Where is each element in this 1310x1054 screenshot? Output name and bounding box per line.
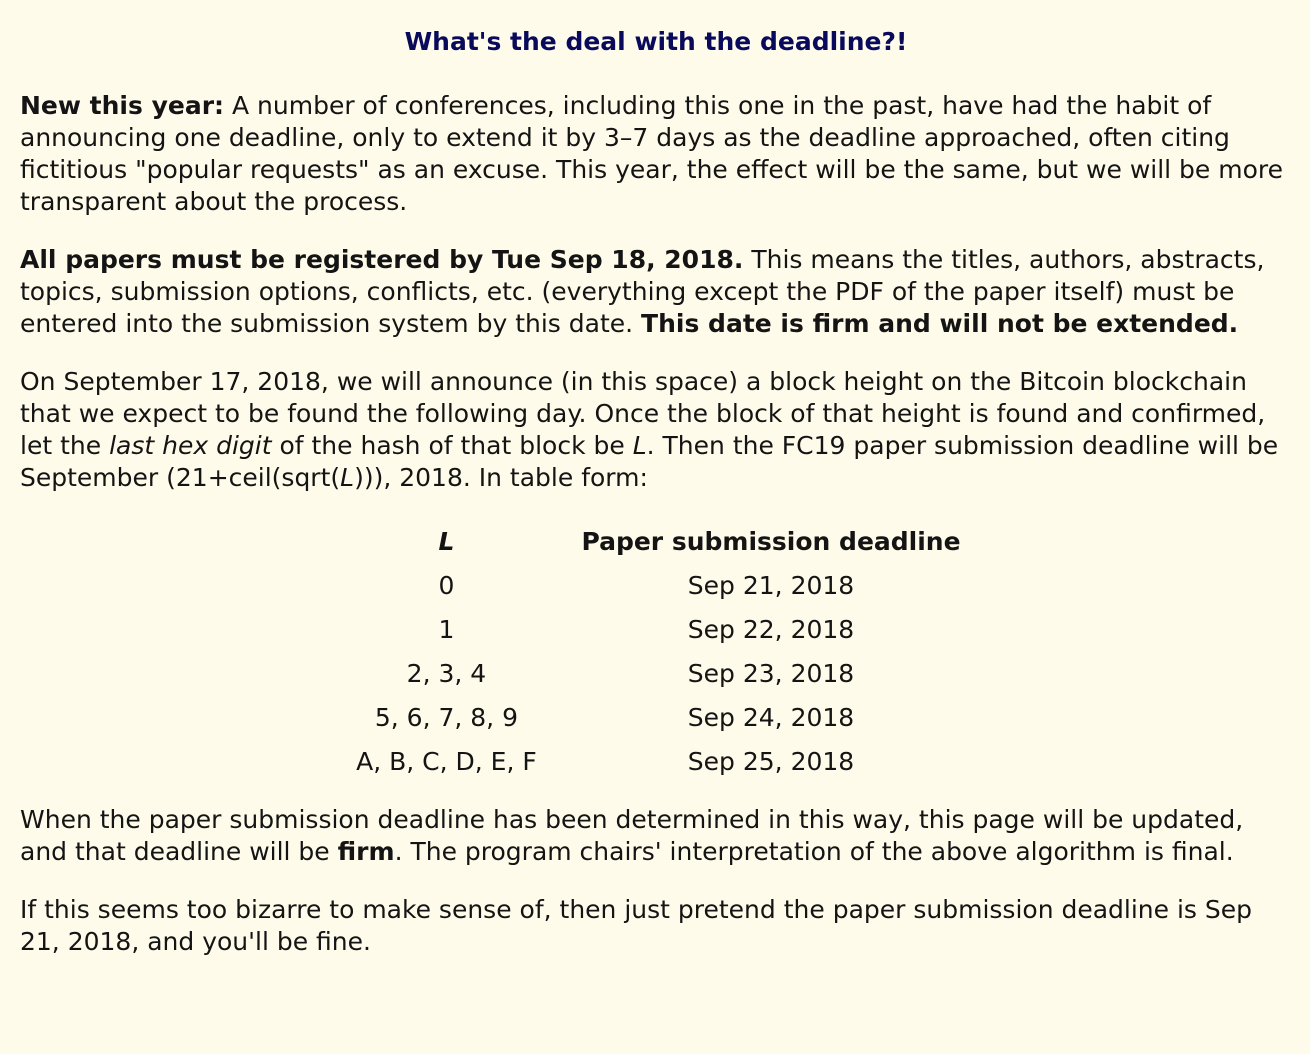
determination-text-2: . The program chairs' interpretation of the above algorithm is final.: [394, 837, 1234, 866]
column-header-deadline: Paper submission deadline: [581, 527, 961, 556]
determination-text-1: When the paper submission deadline has been determined in this way, this page will be updated, and that deadline will be: [20, 805, 1244, 866]
table-row: [331, 652, 980, 696]
bitcoin-text-3: . Then the FC19 paper submission deadline will be September (21+ceil(sqrt(: [20, 431, 1279, 492]
last-hex-digit-term: last hex digit: [109, 431, 272, 460]
l-values-cell: 0: [438, 571, 455, 600]
l-values-cell: 2, 3, 4: [406, 659, 487, 688]
registration-deadline: All papers must be registered by Tue Sep 18, 2018.: [20, 245, 744, 274]
determination-paragraph: [20, 804, 1292, 868]
deadline-cell: Sep 25, 2018: [687, 747, 855, 776]
bitcoin-text-4: ))), 2018. In table form:: [354, 463, 648, 492]
intro-text: A number of conferences, including this one in the past, have had the habit of announcing one deadline, only to extend it by 3–7 days as the deadline approached, often citing fictitious "popular requests" as an excuse. This year, the effect will be the same, but we will be more transparent about the process.: [20, 91, 1284, 216]
firm-date-notice: This date is firm and will not be extended.: [641, 309, 1239, 338]
table-row: [331, 564, 980, 608]
registration-text: This means the titles, authors, abstracts, topics, submission options, conflicts, etc. (everything except the PDF of the paper itself) must be entered into the submission system by this date.: [20, 245, 1265, 338]
deadline-cell: Sep 23, 2018: [687, 659, 855, 688]
l-values-cell: A, B, C, D, E, F: [356, 747, 537, 776]
intro-paragraph: [20, 90, 1292, 218]
column-header-l: L: [438, 527, 455, 556]
variable-l: L: [632, 431, 647, 460]
registration-paragraph: [20, 244, 1292, 340]
bitcoin-text-2: of the hash of that block be: [271, 431, 633, 460]
deadline-cell: Sep 22, 2018: [687, 615, 855, 644]
deadline-table: [331, 520, 980, 784]
table-row: [331, 608, 980, 652]
firm-emphasis: firm: [337, 837, 395, 866]
deadline-cell: Sep 24, 2018: [687, 703, 855, 732]
table-row: [331, 740, 980, 784]
table-header-row: [331, 520, 980, 564]
variable-l-formula: L: [340, 463, 355, 492]
new-this-year-label: New this year:: [20, 91, 225, 120]
l-values-cell: 5, 6, 7, 8, 9: [374, 703, 518, 732]
page-title: What's the deal with the deadline?!: [404, 27, 908, 56]
l-values-cell: 1: [438, 615, 455, 644]
deadline-cell: Sep 21, 2018: [687, 571, 855, 600]
bitcoin-text-1: On September 17, 2018, we will announce (in this space) a block height on the Bitcoin blockchain that we expect to be found the following day. Once the block of that height is found and confirmed, let the: [20, 367, 1266, 460]
closing-paragraph: If this seems too bizarre to make sense of, then just pretend the paper submission deadline is Sep 21, 2018, and you'll be fine.: [20, 895, 1253, 956]
table-row: [331, 696, 980, 740]
bitcoin-paragraph: [20, 366, 1292, 494]
